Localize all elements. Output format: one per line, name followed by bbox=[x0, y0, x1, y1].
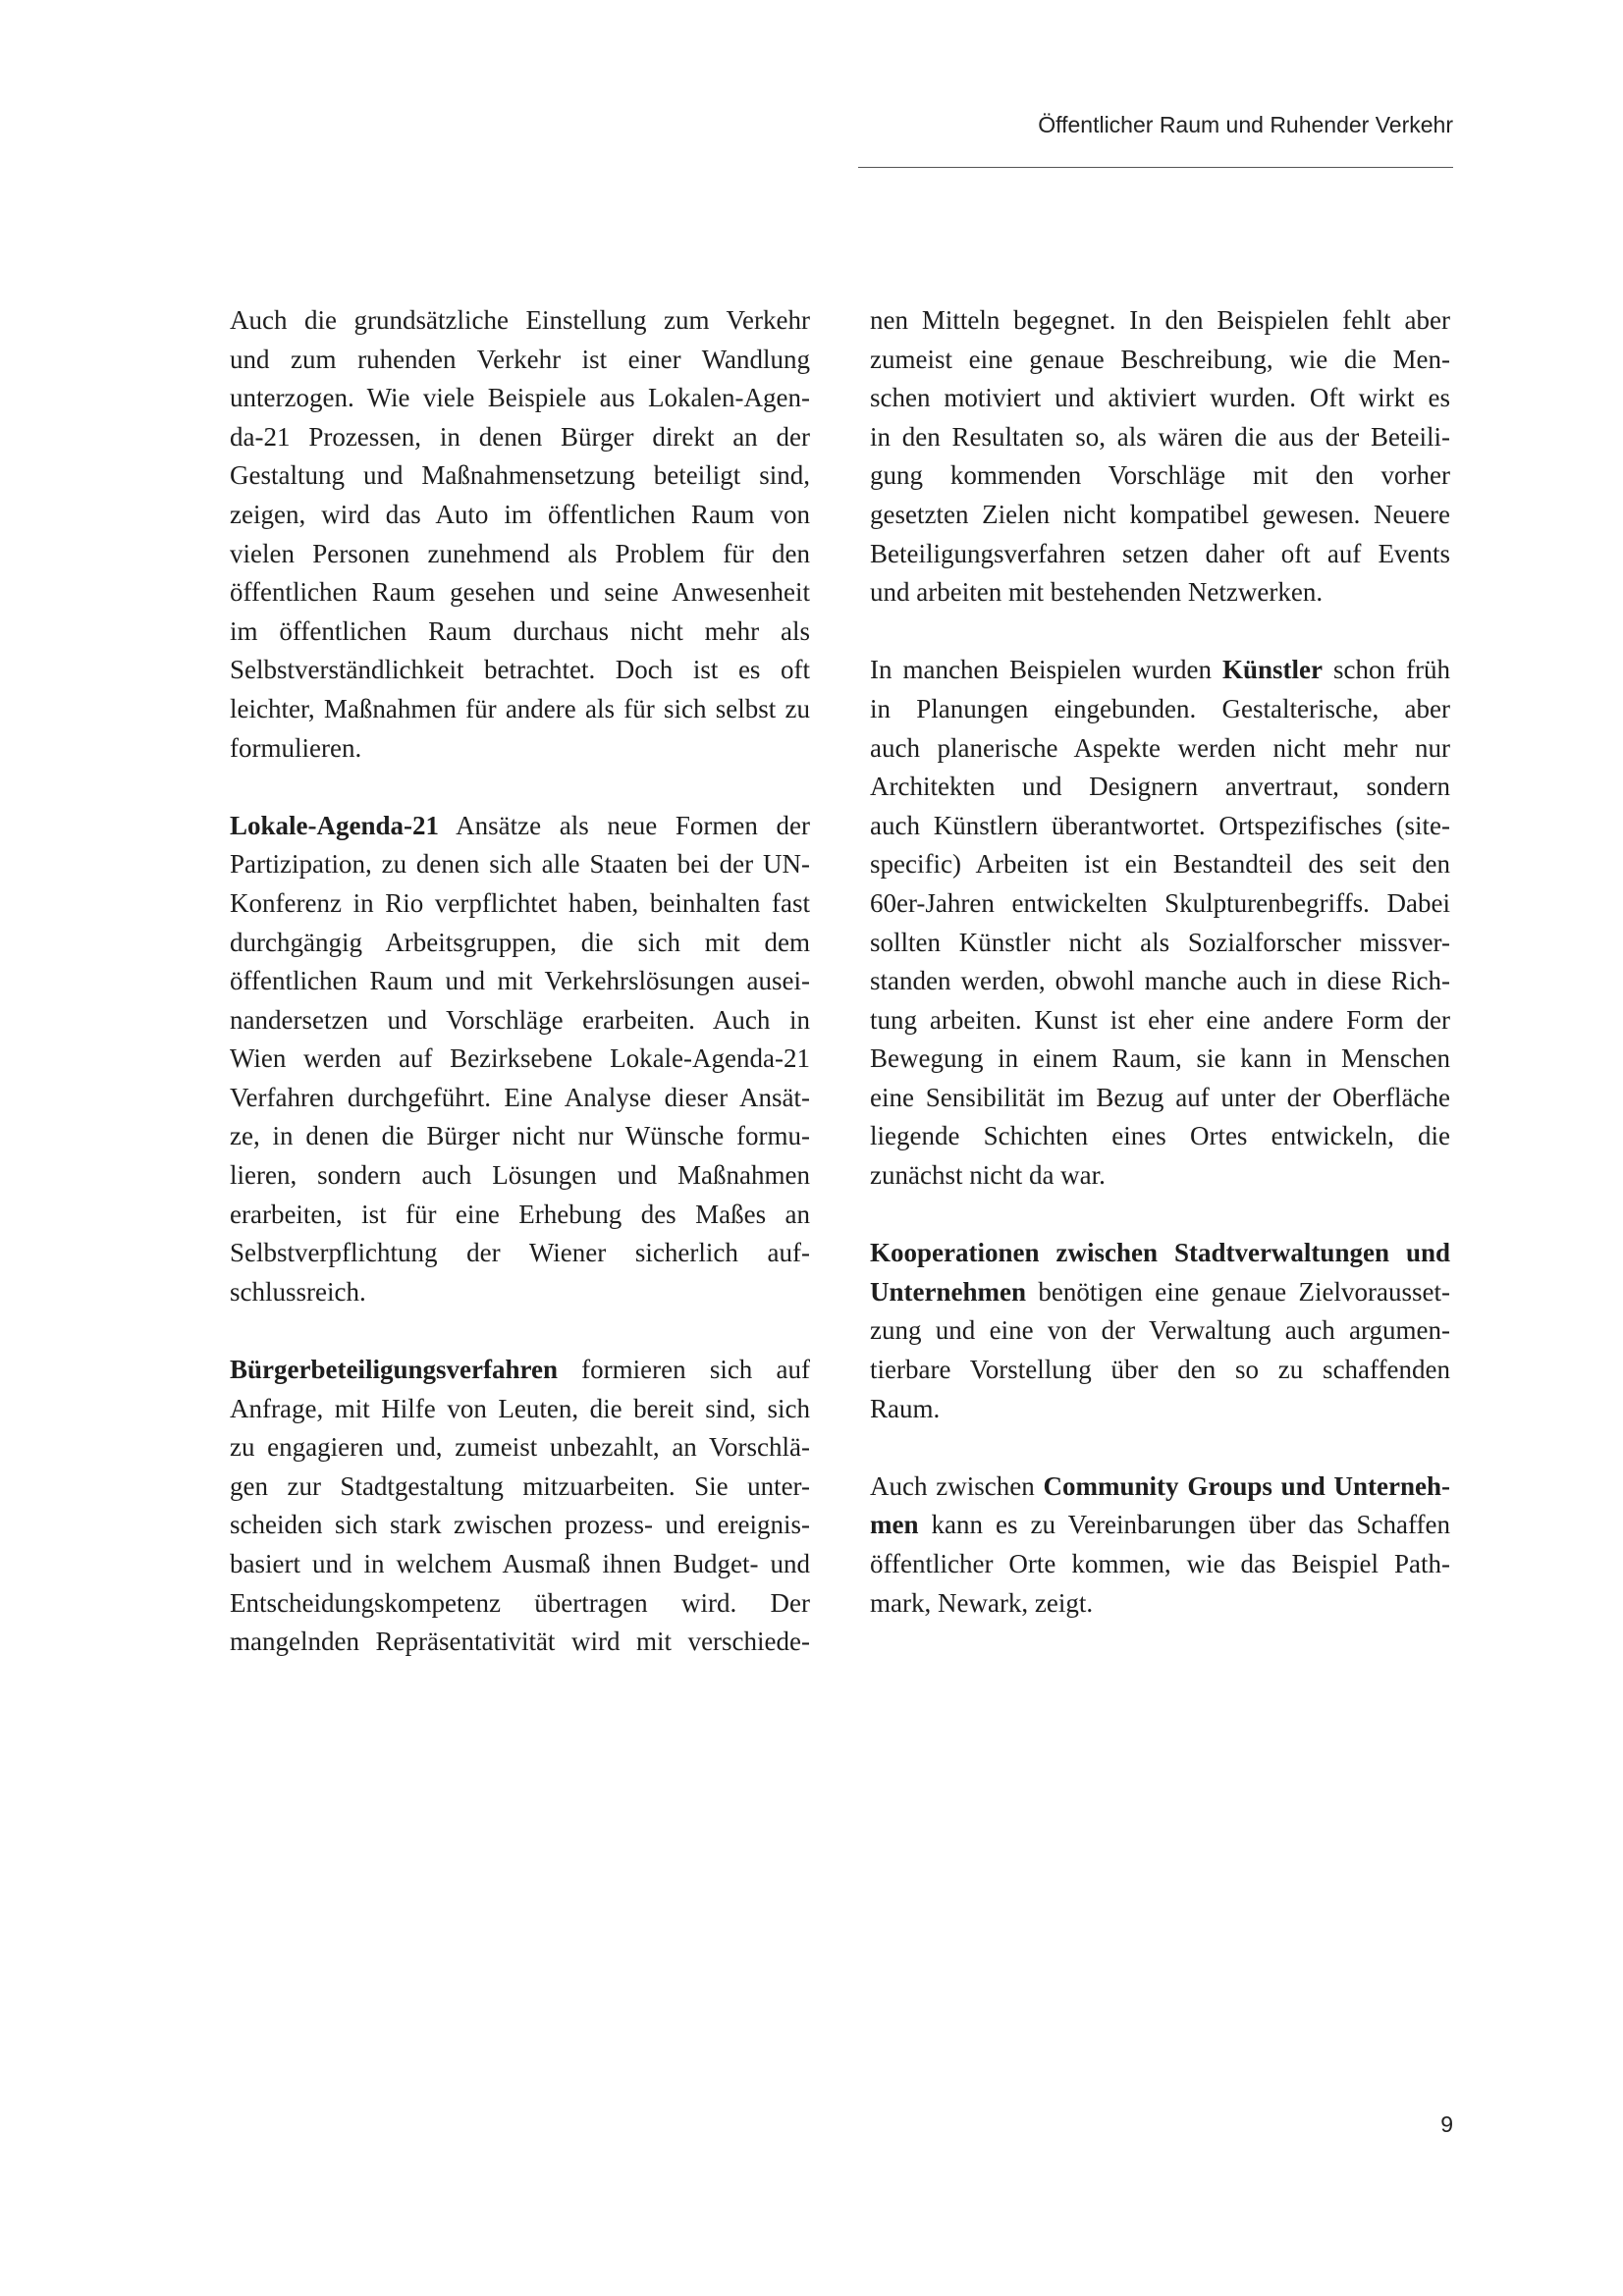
text-line: gesetzten Zielen nicht kompatibel gewesen. Neuere bbox=[870, 499, 1450, 529]
text-line: unterzogen. Wie viele Beispiele aus Lokalen-Agen- bbox=[230, 383, 810, 413]
text-line: tierbare Vorstellung über den so zu schaffenden bbox=[870, 1355, 1450, 1385]
text-line: Gestaltung und Maßnahmensetzung beteiligt sind, bbox=[230, 460, 810, 491]
right-column bbox=[870, 301, 1450, 1623]
term-kooperationen: Kooperationen zwischen Stadtverwaltungen und bbox=[870, 1238, 1450, 1268]
term-community-groups: Community Groups und Unterneh- bbox=[1043, 1470, 1450, 1501]
text-line: In manchen Beispielen wurden Künstler schon früh bbox=[870, 655, 1450, 685]
text-line: öffentlichen Raum gesehen und seine Anwesenheit bbox=[230, 577, 810, 608]
text-line: Bürgerbeteiligungsverfahren formieren sich auf bbox=[230, 1355, 810, 1385]
term-lokale-agenda-21: Lokale-Agenda-21 bbox=[230, 810, 440, 840]
text-line: schlussreich. bbox=[230, 1276, 366, 1307]
text-line: liegende Schichten eines Ortes entwickeln, die bbox=[870, 1121, 1450, 1151]
text-line: Entscheidungskompetenz übertragen wird. Der bbox=[230, 1587, 810, 1618]
header-rule bbox=[858, 167, 1453, 168]
text-line: Wien werden auf Bezirksebene Lokale-Agenda-21 bbox=[230, 1043, 810, 1074]
text-line: sollten Künstler nicht als Sozialforscher missver- bbox=[870, 927, 1450, 957]
text-line: schen motiviert und aktiviert wurden. Oft wirkt es bbox=[870, 383, 1450, 413]
text-line: gen zur Stadtgestaltung mitzuarbeiten. Sie unter- bbox=[230, 1470, 810, 1501]
text-line: formulieren. bbox=[230, 732, 362, 763]
text-line: in den Resultaten so, als wären die aus der Beteili- bbox=[870, 421, 1450, 452]
text-line: specific) Arbeiten ist ein Bestandteil des seit den bbox=[870, 849, 1450, 880]
text-line: lieren, sondern auch Lösungen und Maßnahmen bbox=[230, 1160, 810, 1191]
text-line: da-21 Prozessen, in denen Bürger direkt an der bbox=[230, 421, 810, 452]
paragraph-lokale-agenda bbox=[230, 807, 810, 1312]
text-line: Raum. bbox=[870, 1393, 941, 1423]
page-number: 9 bbox=[1440, 2111, 1453, 2137]
running-header-title: Öffentlicher Raum und Ruhender Verkehr bbox=[1038, 112, 1453, 137]
text-line: nandersetzen und Vorschläge erarbeiten. Auch in bbox=[230, 1004, 810, 1035]
text-line: Konferenz in Rio verpflichtet haben, beinhalten fast bbox=[230, 887, 810, 918]
text-line: Anfrage, mit Hilfe von Leuten, die bereit sind, sich bbox=[230, 1393, 810, 1423]
text-line: zumeist eine genaue Beschreibung, wie die Men- bbox=[870, 344, 1450, 374]
text-line: Bewegung in einem Raum, sie kann in Menschen bbox=[870, 1043, 1450, 1074]
text-line: erarbeiten, ist für eine Erhebung des Maßes an bbox=[230, 1199, 810, 1229]
text-line: Beteiligungsverfahren setzen daher oft auf Events bbox=[870, 538, 1450, 568]
text-line: leichter, Maßnahmen für andere als für sich selbst zu bbox=[230, 693, 810, 723]
text-line: gung kommenden Vorschläge mit den vorher bbox=[870, 460, 1450, 491]
paragraph-kooperationen bbox=[870, 1234, 1450, 1428]
paragraph-mitteln bbox=[870, 301, 1450, 613]
text-line: öffentlicher Orte kommen, wie das Beispiel Path- bbox=[870, 1549, 1450, 1578]
term-kuenstler: Künstler bbox=[1221, 655, 1323, 685]
paragraph-kuenstler bbox=[870, 651, 1450, 1195]
text-line: Selbstverständlichkeit betrachtet. Doch ist es oft bbox=[230, 655, 810, 685]
paragraph-community-groups bbox=[870, 1468, 1450, 1623]
text-line: zunächst nicht da war. bbox=[870, 1160, 1106, 1191]
text-line: nen Mitteln begegnet. In den Beispielen fehlt aber bbox=[870, 305, 1450, 335]
text-line: 60er-Jahren entwickelten Skulpturenbegriffs. Dabei bbox=[870, 887, 1450, 918]
term-unternehmen: Unternehmen bbox=[870, 1276, 1026, 1307]
text-line: und arbeiten mit bestehenden Netzwerken. bbox=[870, 577, 1324, 608]
left-column bbox=[230, 301, 810, 1662]
text-line: durchgängig Arbeitsgruppen, die sich mit dem bbox=[230, 927, 810, 957]
text-line: zu engagieren und, zumeist unbezahlt, an Vorschlä- bbox=[230, 1432, 810, 1463]
text-line: ze, in denen die Bürger nicht nur Wünsche formu- bbox=[230, 1121, 810, 1151]
text-line: men kann es zu Vereinbarungen über das Schaffen bbox=[870, 1510, 1450, 1540]
text-line: auch planerische Aspekte werden nicht mehr nur bbox=[870, 732, 1450, 763]
text-line: in Planungen eingebunden. Gestalterische, aber bbox=[870, 693, 1450, 723]
text-line bbox=[870, 1234, 1450, 1273]
text-line: Verfahren durchgeführt. Eine Analyse dieser Ansät- bbox=[230, 1082, 810, 1112]
text-line: Selbstverpflichtung der Wiener sicherlich auf- bbox=[230, 1238, 810, 1268]
text-line: im öffentlichen Raum durchaus nicht mehr als bbox=[230, 615, 810, 646]
paragraph-einstellung bbox=[230, 301, 810, 768]
text-line: Auch die grundsätzliche Einstellung zum Verkehr bbox=[230, 305, 810, 335]
text-line: scheiden sich stark zwischen prozess- und ereignis- bbox=[230, 1510, 810, 1540]
text-line: auch Künstlern überantwortet. Ortspezifisches (site- bbox=[870, 810, 1450, 840]
text-line: öffentlichen Raum und mit Verkehrslösungen ausei- bbox=[230, 966, 810, 996]
text-line: Partizipation, zu denen sich alle Staaten bei der UN- bbox=[230, 849, 810, 880]
text-line: vielen Personen zunehmend als Problem für den bbox=[230, 538, 810, 568]
text-line: mangelnden Repräsentativität wird mit verschiede- bbox=[230, 1627, 810, 1657]
text-line: Auch zwischen Community Groups und Unterneh- bbox=[870, 1470, 1450, 1501]
text-line: mark, Newark, zeigt. bbox=[870, 1587, 1094, 1618]
text-line: basiert und in welchem Ausmaß ihnen Budget- und bbox=[230, 1549, 810, 1578]
paragraph-buergerbeteiligung bbox=[230, 1351, 810, 1662]
text-line: standen werden, obwohl manche auch in diese Rich- bbox=[870, 966, 1450, 996]
term-buergerbeteiligungsverfahren: Bürgerbeteiligungsverfahren bbox=[230, 1355, 558, 1385]
text-line: Architekten und Designern anvertraut, sondern bbox=[870, 772, 1450, 802]
text-line: Lokale-Agenda-21 Ansätze als neue Formen der bbox=[230, 810, 810, 840]
text-line: eine Sensibilität im Bezug auf unter der Oberfläche bbox=[870, 1082, 1450, 1112]
text-line: Unternehmen benötigen eine genaue Zielvorausset- bbox=[870, 1276, 1450, 1307]
term-community-groups-cont: men bbox=[870, 1510, 919, 1540]
text-line: zung und eine von der Verwaltung auch argumen- bbox=[870, 1315, 1450, 1346]
text-line: zeigen, wird das Auto im öffentlichen Raum von bbox=[230, 499, 810, 529]
text-line: und zum ruhenden Verkehr ist einer Wandlung bbox=[230, 344, 810, 374]
text-line: tung arbeiten. Kunst ist eher eine andere Form der bbox=[870, 1004, 1450, 1035]
